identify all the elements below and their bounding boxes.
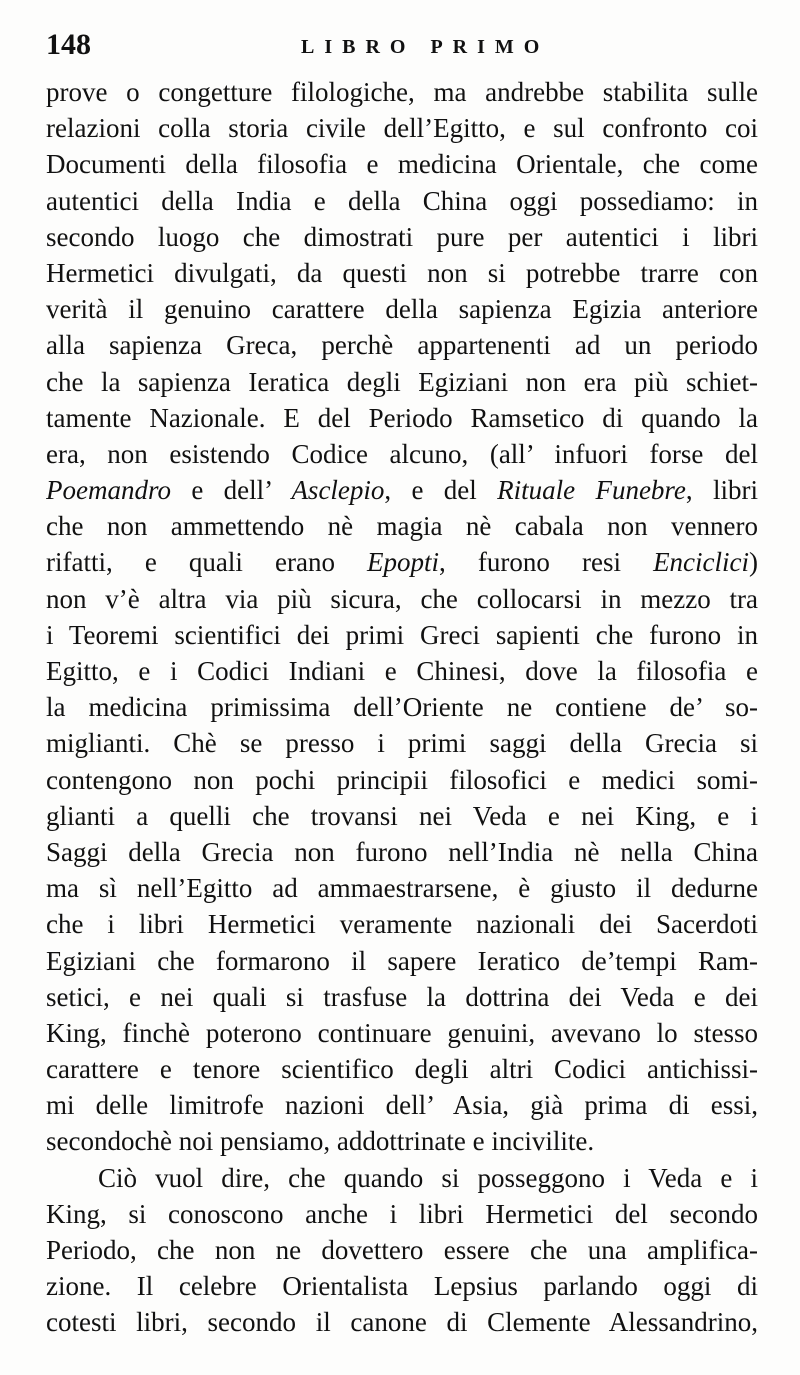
text-line: King, si conoscono anche i libri Hermetici del secondo [46,1198,758,1229]
text-run: , libri [685,475,758,506]
italic-title: Poemandro [46,475,171,506]
text-line: carattere e tenore scientifico degli altri Codici antichissi- [46,1054,758,1085]
text-line: che non ammettendo nè magia nè cabala non vennero [46,511,758,542]
text-line [46,472,758,508]
text-line: Documenti della filosofia e medicina Orientale, che come [46,149,758,180]
text-run: , e del [384,475,498,506]
text-line: King, finchè poterono continuare genuini, avevano lo stesso [46,1017,758,1048]
text-line: Periodo, che non ne dovettero essere che una amplifica- [46,1235,758,1265]
text-line: alla sapienza Greca, perchè appartenenti ad un periodo [46,330,758,361]
page-number: 148 [46,28,91,61]
text-line [46,544,758,580]
text-line: prove o congetture filologiche, ma andrebbe stabilita sulle [46,77,758,107]
text-line: la medicina primissima dell’Oriente ne contiene de’ so- [46,692,758,723]
text-line: tamente Nazionale. E del Periodo Ramsetico di quando la [46,402,758,433]
text-line: era, non esistendo Codice alcuno, (all’ infuori forse del [46,438,758,469]
text-line: secondo luogo che dimostrati pure per autentici i libri [46,221,758,252]
text-line: Saggi della Grecia non furono nell’India nè nella China [46,836,758,867]
text-line: Egitto, e i Codici Indiani e Chinesi, dove la filosofia e [46,656,758,686]
text-line: mi delle limitrofe nazioni dell’ Asia, già prima di essi, [46,1090,758,1121]
italic-title: Asclepio [291,475,385,506]
text-line: i Teoremi scientifici dei primi Greci sapienti che furono in [46,619,758,650]
text-run: ) [749,547,758,578]
text-line: autentici della India e della China oggi possediamo: in [46,185,758,216]
text-line: miglianti. Chè se presso i primi saggi della Grecia si [46,728,758,759]
text-line: relazioni colla storia civile dell’Egitto, e sul confronto coi [46,113,758,144]
text-line: che i libri Hermetici veramente nazionali dei Sacerdoti [46,909,758,940]
body-text [46,74,758,1341]
text-line: zione. Il celebre Orientalista Lepsius parlando oggi di [46,1271,758,1302]
text-run: , furono resi [439,547,654,578]
text-line: setici, e nei quali si trasfuse la dottrina dei Veda e dei [46,981,758,1012]
text-line: verità il genuino carattere della sapienza Egizia anteriore [46,294,758,325]
text-line: Egiziani che formarono il sapere Ieratico de’tempi Ram- [46,945,758,976]
text-line: contengono non pochi principii filosofici e medici somi- [46,764,758,795]
text-run: rifatti, e quali erano [46,547,368,578]
text-line: Hermetici divulgati, da questi non si potrebbe trarre con [46,257,758,288]
italic-title: Enciclici [653,547,750,578]
text-line: Ciò vuol dire, che quando si posseggono i Veda e i [98,1162,758,1193]
text-line: secondochè noi pensiamo, addottrinate e incivilite. [46,1126,595,1157]
running-head [46,28,760,68]
text-line: cotesti libri, secondo il canone di Clemente Alessandrino, [46,1307,758,1338]
running-title: LIBRO PRIMO [301,36,550,58]
italic-title: Rituale Funebre [497,475,686,506]
text-line: ma sì nell’Egitto ad ammaestrarsene, è giusto il dedurne [46,873,758,904]
text-line: glianti a quelli che trovansi nei Veda e nei King, e i [46,800,758,831]
text-line: che la sapienza Ieratica degli Egiziani non era più schiet- [46,366,758,397]
italic-title: Epopti [367,547,440,578]
text-run: e dell’ [170,475,292,506]
text-line: non v’è altra via più sicura, che collocarsi in mezzo tra [46,583,758,614]
